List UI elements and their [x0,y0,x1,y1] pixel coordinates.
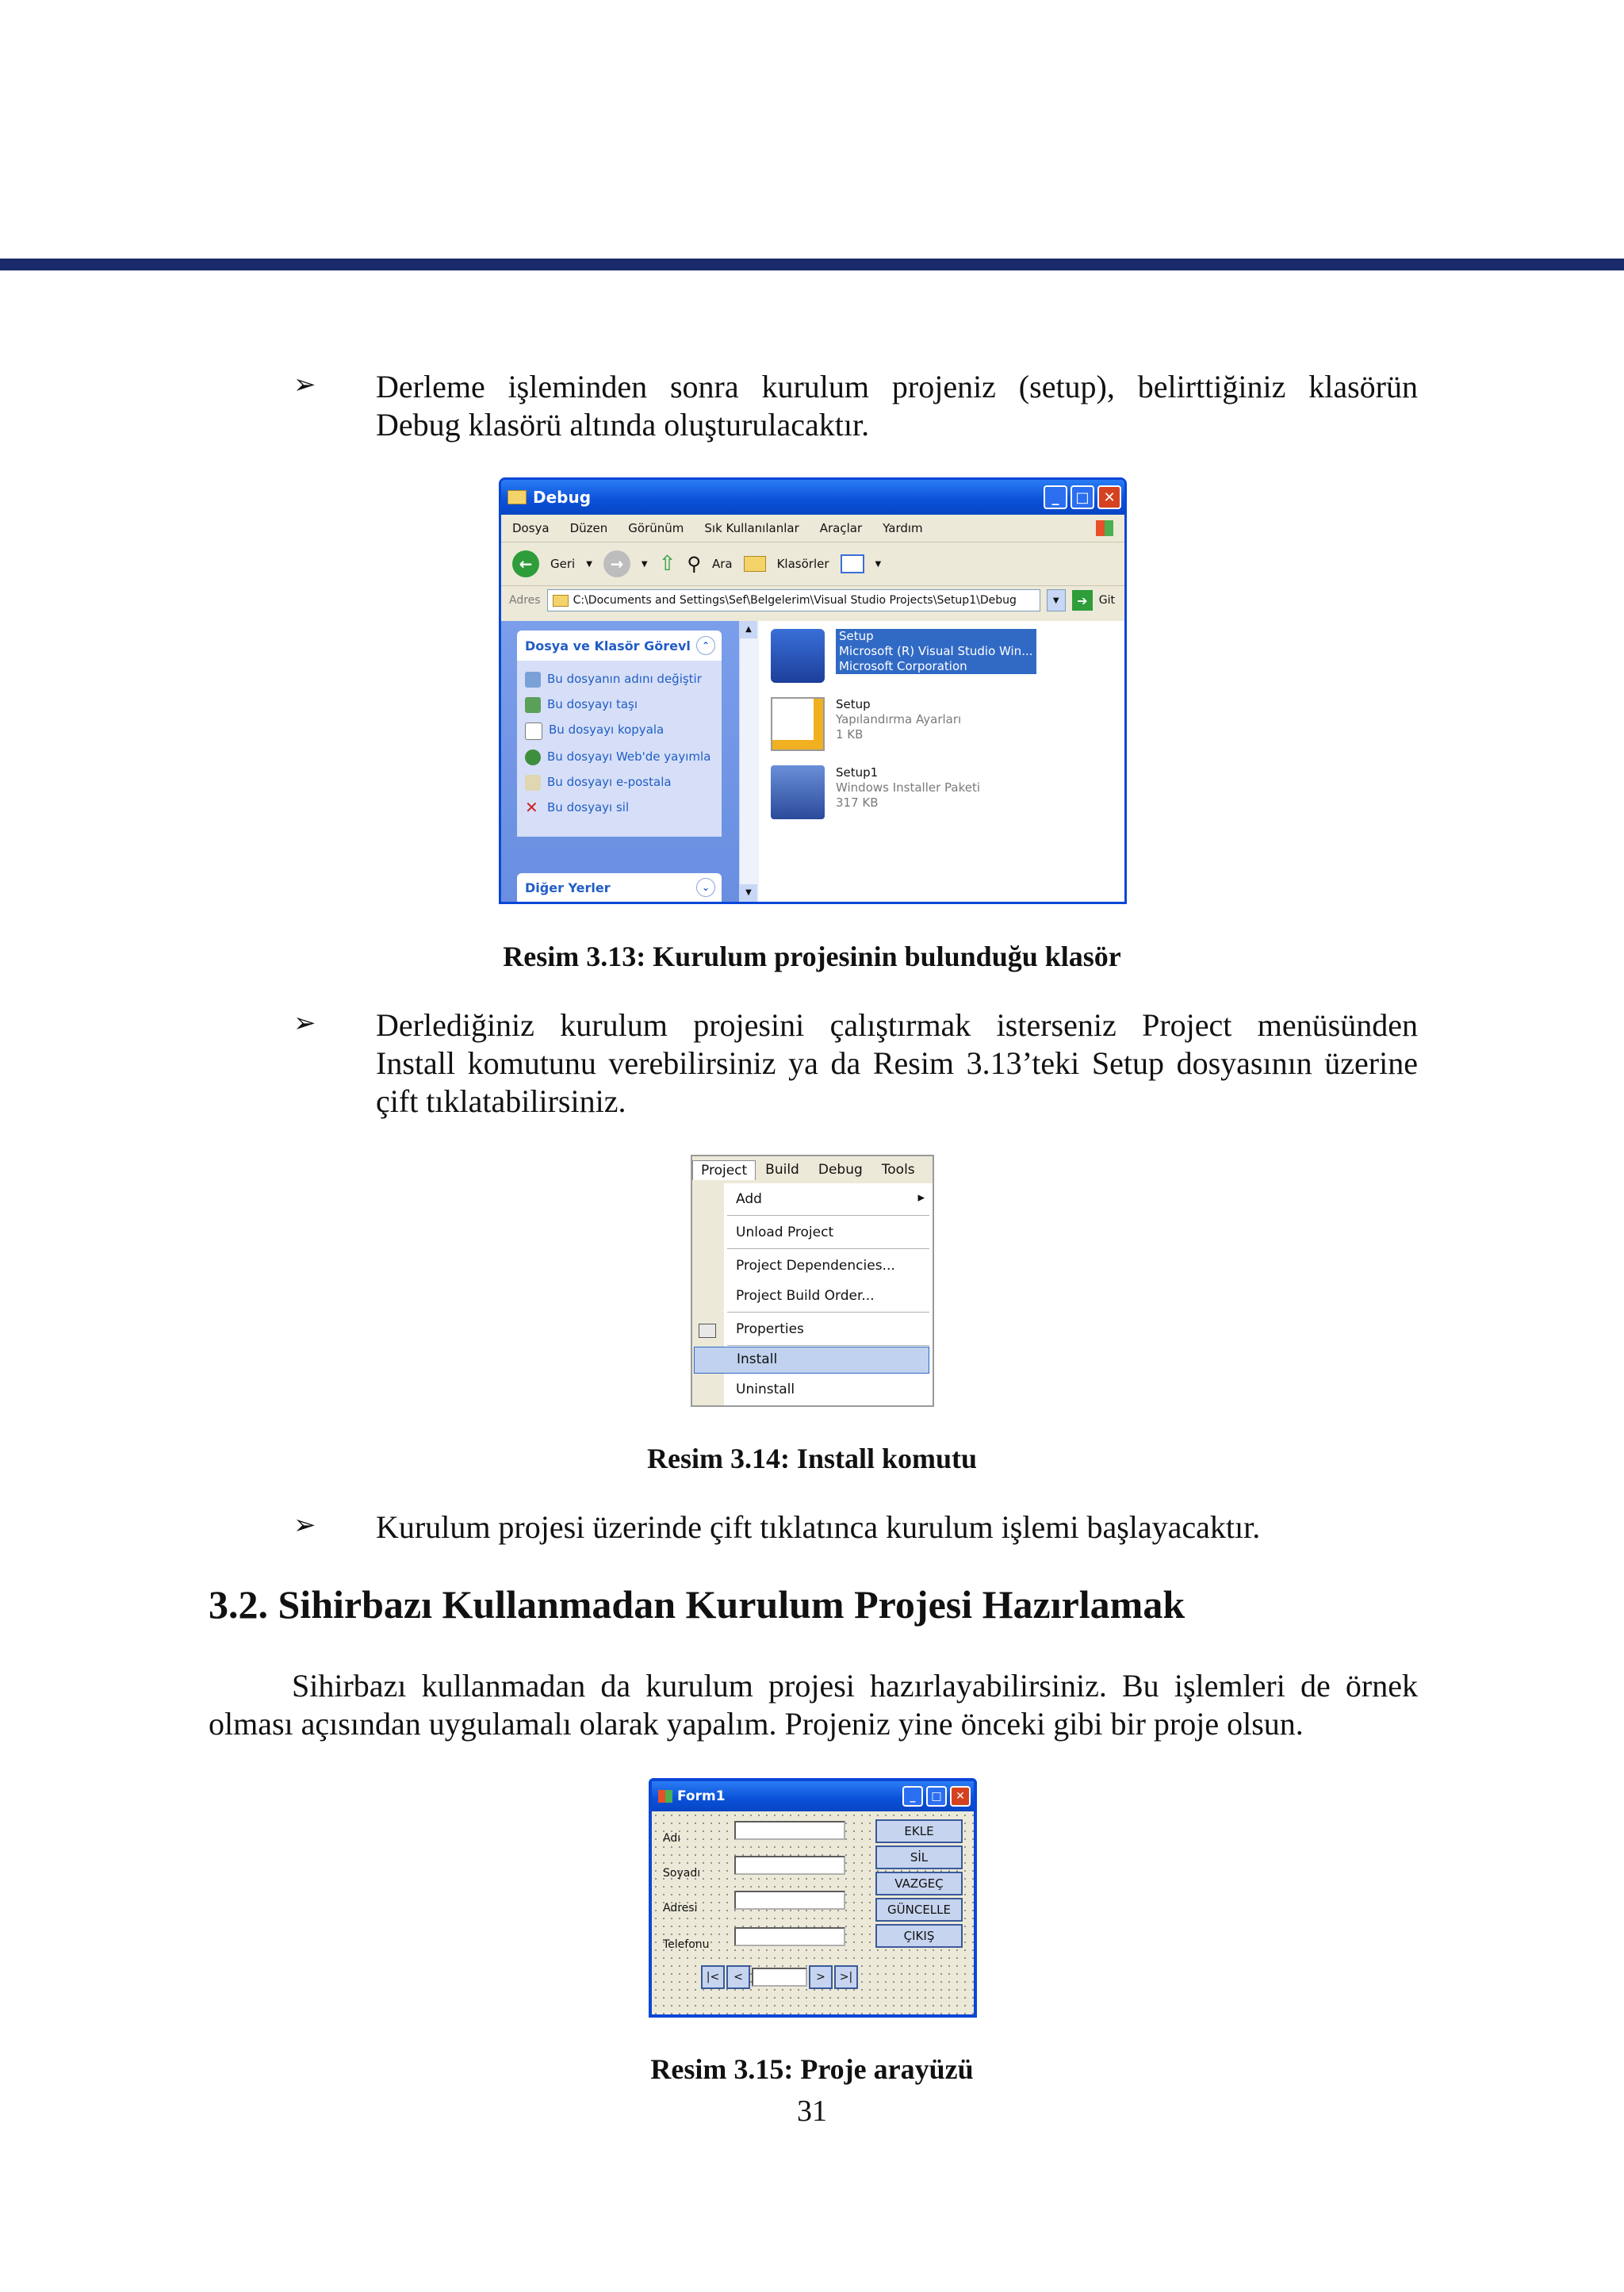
globe-icon [525,749,541,765]
guncelle-button[interactable]: GÜNCELLE [875,1898,963,1922]
scroll-up-icon[interactable]: ▲ [740,621,757,638]
email-icon [525,775,541,791]
file-company: Microsoft Corporation [839,659,967,673]
maximize-icon[interactable]: □ [926,1786,947,1807]
form-icon [658,1790,672,1803]
address-label: Adres [509,594,541,607]
explorer-window [499,477,1127,904]
task-rename[interactable] [525,672,714,688]
task-label: Bu dosyayı e-postala [547,775,672,789]
project-menu [691,1155,934,1407]
explorer-toolbar [501,542,1124,586]
menu-build[interactable]: Build [765,1162,799,1178]
record-position-input[interactable] [752,1968,807,1987]
expand-icon[interactable]: ⌄ [696,878,715,897]
menu-item-label: Uninstall [736,1382,795,1397]
task-label: Bu dosyayı kopyala [549,722,665,737]
header-rule [0,259,1624,270]
bullet-2-line-3: çift tıklatabilirsiniz. [376,1083,626,1119]
address-input[interactable] [547,589,1040,611]
file-desc: Yapılandırma Ayarları [836,712,962,726]
task-pane-scrollbar[interactable] [739,621,759,902]
label-telefonu: Telefonu [663,1938,710,1951]
vs-menu-bar [692,1156,933,1183]
explorer-body [501,621,1124,902]
telefonu-input[interactable] [734,1927,845,1946]
task-copy[interactable] [525,722,714,740]
page-number: 31 [797,2095,827,2128]
menu-debug[interactable]: Debug [818,1162,863,1178]
close-icon[interactable]: ✕ [1097,485,1121,509]
bullet-marker: ➢ [293,1007,316,1039]
file-name: Setup [836,697,871,711]
setup-computer-icon [771,629,825,683]
task-publish[interactable] [525,749,714,765]
file-setup-exe[interactable] [771,629,1036,683]
task-label: Bu dosyayı taşı [547,697,638,711]
menu-separator [727,1215,929,1216]
installer-package-icon [771,765,825,819]
address-bar [501,586,1124,615]
go-button[interactable]: Git [1098,594,1115,607]
paragraph-line-2: olması açısından uygulamalı olarak yapalım. Projeniz yine önceki gibi bir proje olsun. [209,1706,1304,1742]
bullet-2-line-1: Derlediğiniz kurulum projesini çalıştırmak isterseniz Project menüsünden [376,1007,1418,1043]
bullet-2-line-2: Install komutunu verebilirsiniz ya da Resim 3.13’teki Setup dosyasının üzerine [376,1045,1418,1081]
folder-icon [508,490,527,504]
windows-logo-icon [1096,520,1113,536]
sil-button[interactable]: SİL [875,1845,963,1869]
scroll-down-icon[interactable]: ▼ [740,884,757,902]
first-record-button[interactable]: |< [701,1965,725,1989]
forward-arrow-icon[interactable]: → [603,550,630,577]
file-desc: Microsoft (R) Visual Studio Win... [839,644,1033,658]
menu-item-label: Project Build Order... [736,1288,875,1304]
menu-item-install[interactable] [694,1347,929,1374]
menu-bar [501,515,1124,542]
form1-titlebar [652,1781,974,1811]
last-record-button[interactable]: >| [834,1965,858,1989]
explorer-titlebar [501,480,1124,515]
menu-item-label: Unload Project [736,1225,834,1240]
menu-yardim[interactable]: Yardım [883,521,923,535]
previous-record-button[interactable]: < [726,1965,750,1989]
menu-item-label: Project Dependencies... [736,1258,895,1274]
minimize-icon[interactable]: _ [902,1786,923,1807]
label-adi: Adı [663,1832,681,1845]
folders-icon[interactable] [744,556,766,572]
copy-icon [525,722,542,740]
properties-icon [699,1324,716,1338]
minimize-icon[interactable]: _ [1044,485,1067,509]
menu-separator [727,1312,929,1313]
back-button[interactable]: Geri [550,557,576,571]
menu-item-project-build-order[interactable] [692,1285,933,1310]
menu-dosya[interactable]: Dosya [512,521,550,535]
vazgec-button[interactable]: VAZGEÇ [875,1872,963,1895]
menu-separator [727,1345,929,1346]
dropdown-arrow-icon[interactable]: ▼ [641,559,648,569]
dropdown-arrow-icon[interactable]: ▼ [586,559,592,569]
paragraph-line-1: Sihirbazı kullanmadan da kurulum projesi hazırlayabilirsiniz. Bu işlemleri de örnek [292,1668,1418,1704]
other-places-title: Diğer Yerler [525,880,611,895]
go-arrow-icon[interactable]: ➔ [1072,590,1093,611]
close-icon[interactable]: ✕ [950,1786,971,1807]
file-size: 317 KB [836,795,879,810]
address-value: C:\Documents and Settings\Sef\Belgelerim\Visual Studio Projects\Setup1\Debug [573,594,1017,607]
task-panel-title: Dosya ve Klasör Görevl [525,638,691,653]
delete-x-icon: ✕ [525,798,538,817]
menu-separator [727,1248,929,1249]
menu-item-add[interactable] [692,1188,933,1213]
menu-tools[interactable]: Tools [881,1162,915,1178]
menu-araclar[interactable]: Araçlar [819,521,863,535]
settings-file-icon [771,697,825,751]
adi-input[interactable] [734,1821,845,1840]
move-icon [525,697,541,713]
task-label: Bu dosyanın adını değiştir [547,672,702,686]
menu-duzen[interactable]: Düzen [569,521,608,535]
section-heading: 3.2. Sihirbazı Kullanmadan Kurulum Projesi Hazırlamak [209,1582,1185,1627]
folder-icon [553,595,569,607]
views-icon[interactable] [841,554,864,573]
back-arrow-icon[interactable]: ← [512,550,539,577]
caption-3-15: Resim 3.15: Proje arayüzü [650,2053,974,2085]
menu-project[interactable]: Project [692,1160,756,1180]
window-title: Debug [533,488,592,507]
cikis-button[interactable]: ÇIKIŞ [875,1924,963,1948]
bullet-1-line-2: Debug klasörü altında oluşturulacaktır. [376,407,870,443]
menu-item-properties[interactable] [692,1318,933,1343]
file-name: Setup [839,629,874,643]
label-soyadi: Soyadı [663,1867,701,1880]
dropdown-arrow-icon[interactable]: ▼ [875,559,882,569]
file-setup1-msi[interactable] [771,765,1036,819]
search-icon[interactable]: ⚲ [687,553,701,575]
task-label: Bu dosyayı sil [547,800,630,814]
file-setup-ini[interactable] [771,697,1036,751]
form1-design-surface [652,1811,974,2014]
submenu-arrow-icon: ▸ [917,1190,925,1205]
up-folder-icon[interactable]: ⇧ [658,552,676,576]
task-email[interactable] [525,775,714,791]
bullet-1-line-1: Derleme işleminden sonra kurulum projeniz (setup), belirttiğiniz klasörün [376,369,1418,404]
menu-gorunum[interactable]: Görünüm [628,521,684,535]
maximize-icon[interactable]: □ [1071,485,1094,509]
ekle-button[interactable]: EKLE [875,1819,963,1843]
file-desc: Windows Installer Paketi [836,780,981,795]
task-delete[interactable] [525,798,714,817]
file-size: 1 KB [836,727,864,742]
caption-3-13: Resim 3.13: Kurulum projesinin bulunduğu klasör [503,941,1121,972]
menu-item-label: Properties [736,1321,804,1337]
address-dropdown-icon[interactable]: ▼ [1047,589,1066,611]
adresi-input[interactable] [734,1891,845,1910]
bullet-marker: ➢ [293,1509,316,1541]
menu-sik-kullanilanlar[interactable]: Sık Kullanılanlar [704,521,799,535]
soyadi-input[interactable] [734,1856,845,1875]
search-button[interactable]: Ara [711,557,733,571]
bullet-3-line-1: Kurulum projesi üzerinde çift tıklatınca kurulum işlemi başlayacaktır. [376,1509,1261,1545]
next-record-button[interactable]: > [809,1965,833,1989]
task-move[interactable] [525,697,714,713]
collapse-icon[interactable]: ⌃ [696,636,715,655]
form1-window [649,1778,977,2018]
task-list [517,661,722,837]
caption-3-14: Resim 3.14: Install komutu [646,1443,978,1474]
rename-icon [525,672,541,688]
task-label: Bu dosyayı Web'de yayımla [547,749,711,764]
menu-item-project-dependencies[interactable] [692,1255,933,1280]
file-list [771,629,1036,819]
menu-item-label: Install [737,1351,778,1367]
file-name: Setup1 [836,765,879,780]
menu-item-uninstall[interactable] [692,1378,933,1404]
bullet-marker: ➢ [293,369,316,401]
menu-item-label: Add [736,1191,762,1207]
menu-item-unload-project[interactable] [692,1221,933,1247]
label-adresi: Adresi [663,1902,698,1914]
folders-button[interactable]: Klasörler [776,557,829,571]
form1-title: Form1 [677,1788,726,1804]
task-pane [501,621,739,902]
